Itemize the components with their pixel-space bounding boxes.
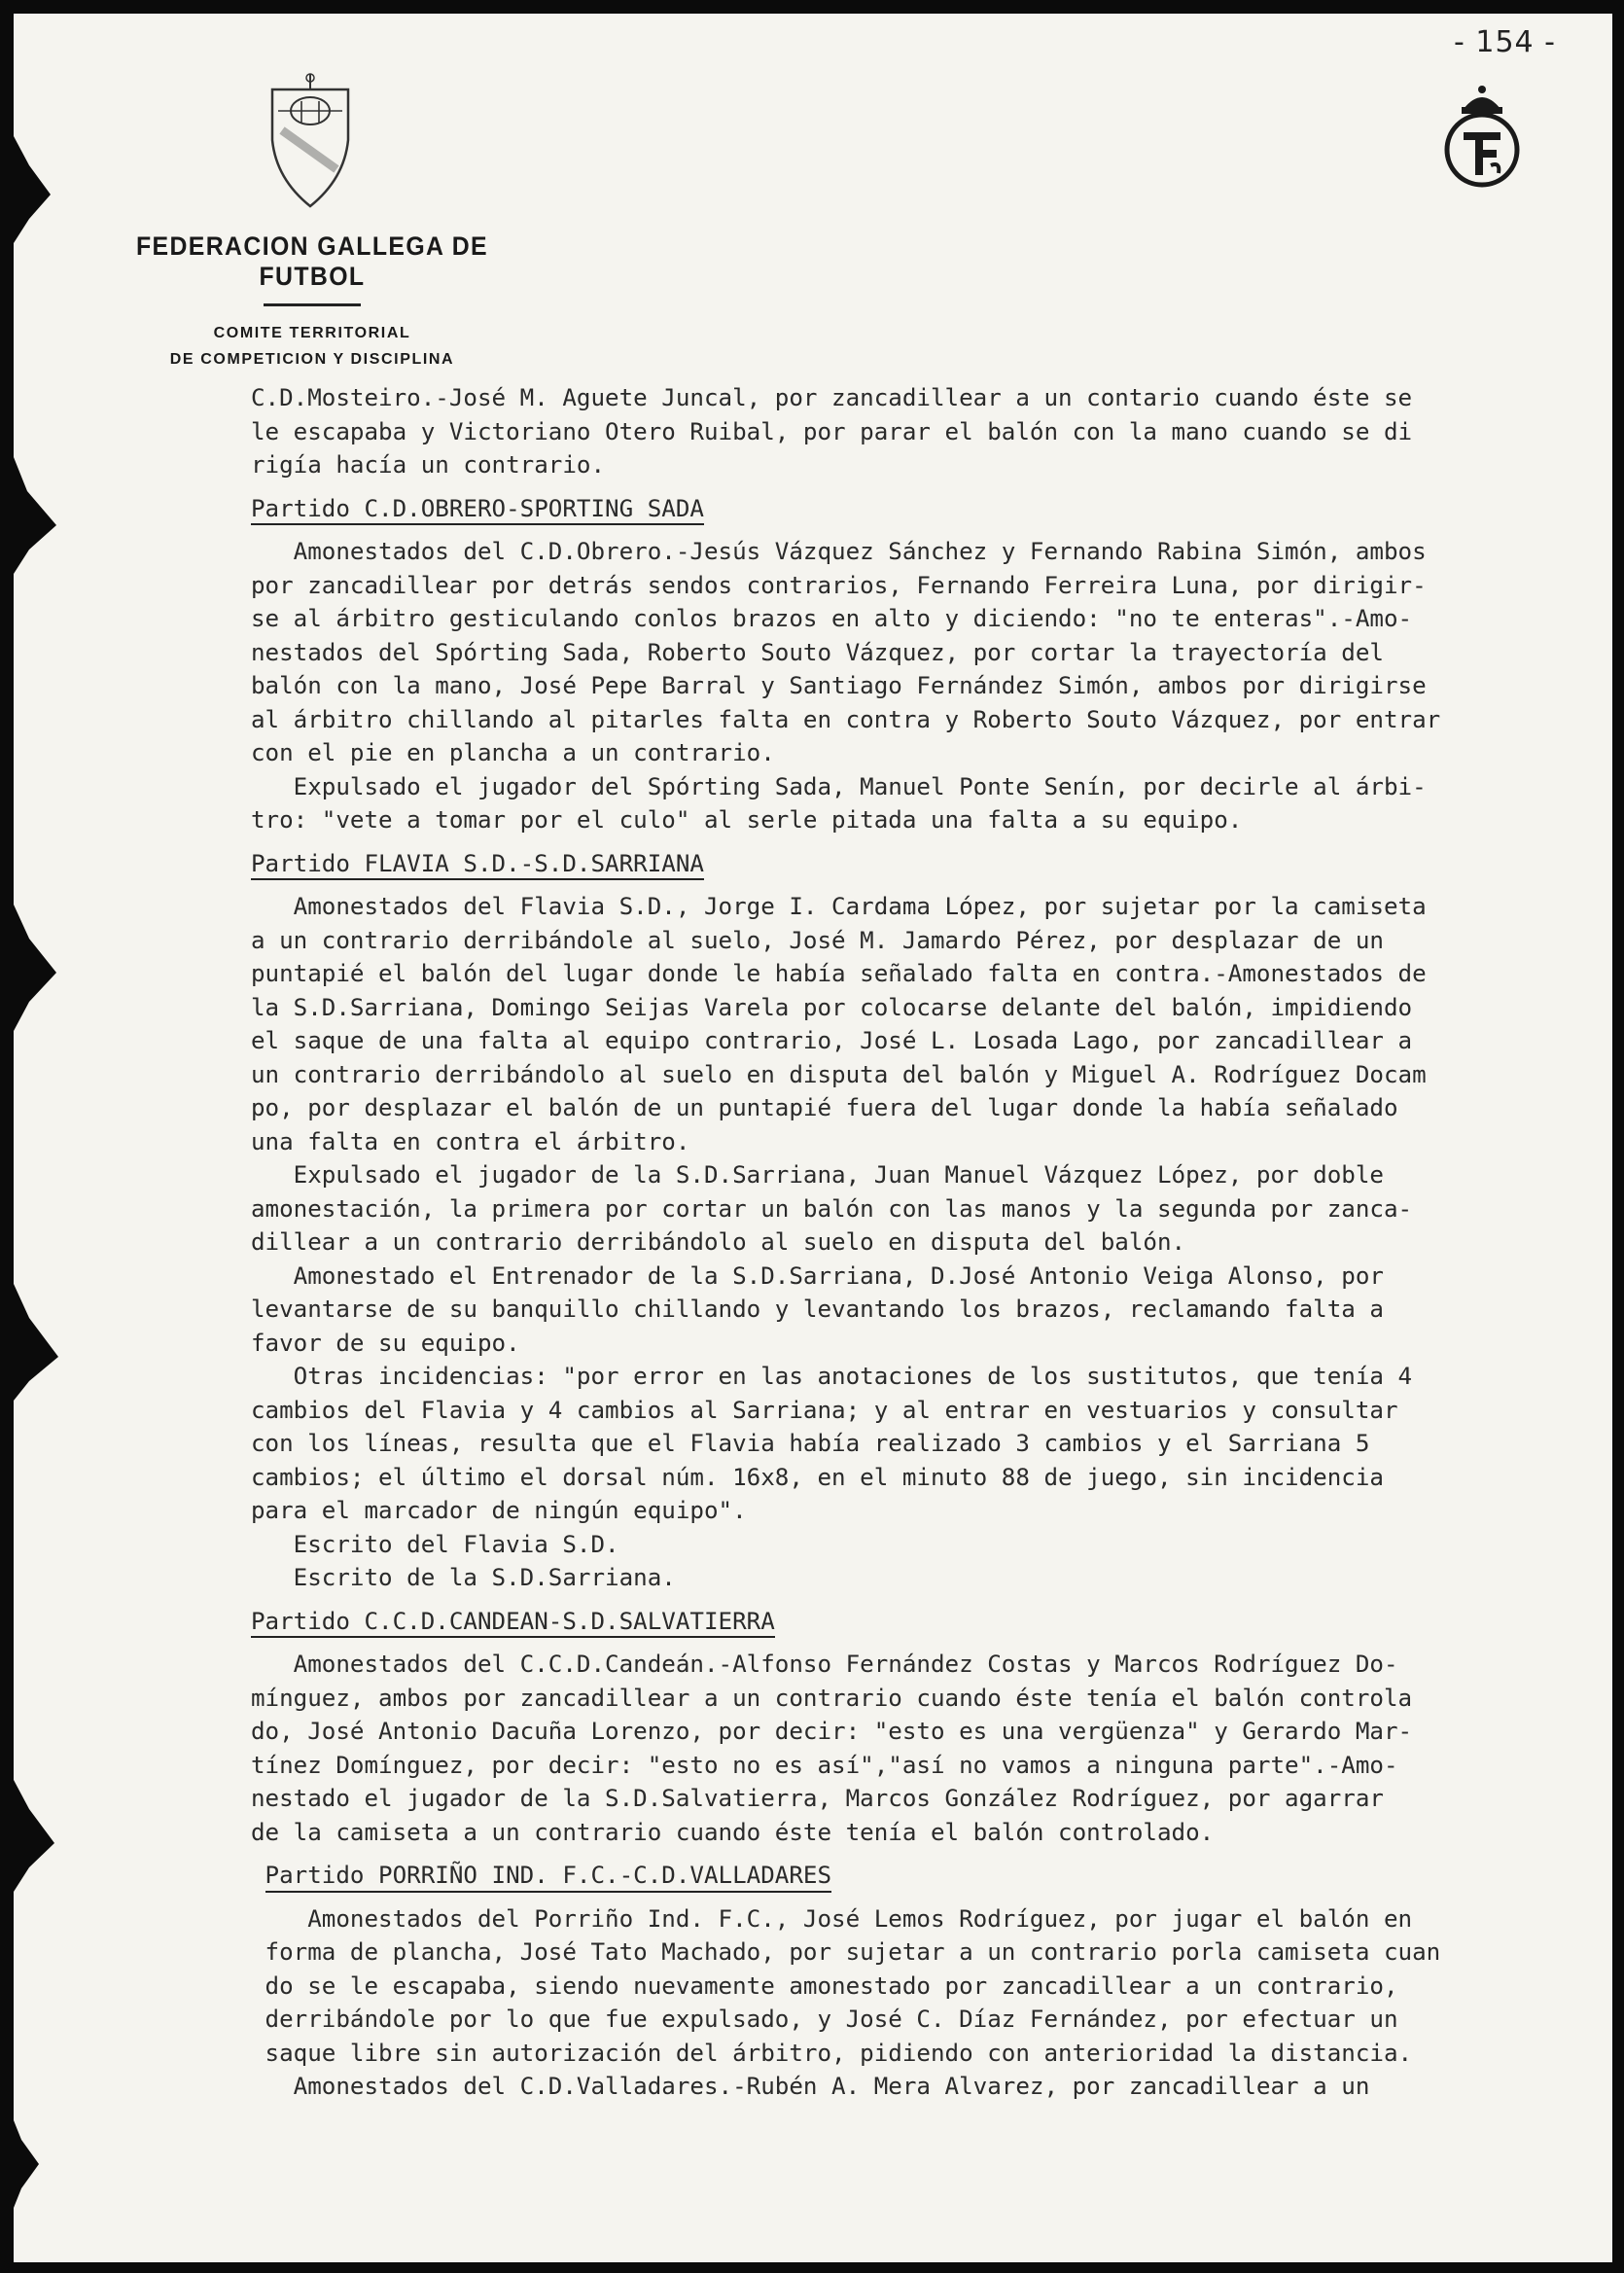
text-line: nestados del Spórting Sada, Roberto Souto Vázquez, por cortar la trayectoría del [251,638,1384,666]
text-line: cambios del Flavia y 4 cambios al Sarriana; y al entrar en vestuarios y consultar [251,1396,1398,1424]
text-line: de la camiseta a un contrario cuando éste tenía el balón controlado. [251,1818,1215,1846]
text-line: Amonestados del C.D.Valladares.-Rubén A. Mera Alvarez, por zancadillear a un [251,2073,1370,2100]
text-line: cambios; el último el dorsal núm. 16x8, en el minuto 88 de juego, sin incidencia [251,1463,1384,1491]
text-line: con el pie en plancha a un contrario. [251,739,775,766]
text-line: Amonestados del Flavia S.D., Jorge I. Cardama López, por sujetar por la camiseta [251,893,1427,920]
text-line: Amonestados del Porriño Ind. F.C., José Lemos Rodríguez, por jugar el balón en [251,1904,1413,1933]
text-line: forma de plancha, José Tato Machado, por sujetar a un contrario porla camiseta cuan [251,1938,1441,1966]
text-line: Escrito del Flavia S.D. [251,1530,619,1558]
shield-crest-icon [268,72,352,210]
text-line: el saque de una falta al equipo contrario, José L. Losada Lago, por zancadillear a [251,1027,1413,1054]
text-line: saque libre sin autorización del árbitro, pidiendo con anterioridad la distancia. [251,2039,1413,2067]
text-line: tro: "vete a tomar por el culo" al serle pitada una falta a su equipo. [251,806,1243,834]
text-line: C.D.Mosteiro.-José M. Aguete Juncal, por zancadillear a un contario cuando éste se [251,384,1413,411]
text-line: por zancadillear por detrás sendos contrarios, Fernando Ferreira Luna, por dirigir- [251,571,1427,599]
text-line: al árbitro chillando al pitarles falta en contra y Roberto Souto Vázquez, por entrar [251,705,1441,733]
match-heading: Partido FLAVIA S.D.-S.D.SARRIANA [251,849,704,877]
text-line: Amonestados del C.D.Obrero.-Jesús Vázquez Sánchez y Fernando Rabina Simón, ambos [251,538,1427,565]
organization-name: FEDERACION GALLEGA DE FUTBOL [135,231,489,291]
match-heading: Partido C.D.OBRERO-SPORTING SADA [251,494,704,522]
text-line: tínez Domínguez, por decir: "esto no es así","así no vamos a ninguna parte".-Amo- [251,1751,1398,1779]
text-line: Expulsado el jugador de la S.D.Sarriana, Juan Manuel Vázquez López, por doble [251,1161,1384,1189]
organization-header [103,231,521,373]
text-line: levantarse de su banquillo chillando y levantando los brazos, reclamando falta a [251,1296,1384,1323]
text-line: do, José Antonio Dacuña Lorenzo, por decir: "esto es una vergüenza" y Gerardo Mar- [251,1718,1413,1745]
match-heading: Partido PORRIÑO IND. F.C.-C.D.VALLADARES [251,1862,832,1889]
committee-line-2: DE COMPETICION Y DISCIPLINA [169,351,455,368]
text-line: mínguez, ambos por zancadillear a un contrario cuando éste tenía el balón controla [251,1684,1413,1712]
text-line: po, por desplazar el balón de un puntapié fuera del lugar donde la había señalado [251,1094,1398,1121]
text-line: nestado el jugador de la S.D.Salvatierra, Marcos González Rodríguez, por agarrar [251,1785,1384,1812]
text-line: con los líneas, resulta que el Flavia había realizado 3 cambios y el Sarriana 5 [251,1430,1370,1457]
text-line: a un contrario derribándole al suelo, José M. Jamardo Pérez, por desplazar de un [251,926,1384,954]
text-line: favor de su equipo. [251,1329,520,1357]
page-number: - 154 - [1454,25,1556,59]
header-divider [264,303,361,306]
text-line: do se le escapaba, siendo nuevamente amonestado por zancadillear a un contrario, [251,1971,1398,2000]
text-line: Amonestados del C.C.D.Candeán.-Alfonso Fernández Costas y Marcos Rodríguez Do- [251,1651,1398,1678]
text-line: puntapié el balón del lugar donde le había señalado falta en contra.-Amonestados de [251,960,1427,987]
text-line: una falta en contra el árbitro. [251,1127,690,1155]
text-line: se al árbitro gesticulando conlos brazos en alto y diciendo: "no te enteras".-Amo- [251,605,1413,632]
match-heading: Partido C.C.D.CANDEAN-S.D.SALVATIERRA [251,1607,775,1635]
committee-line-1: COMITE TERRITORIAL [213,325,411,341]
text-line: Expulsado el jugador del Spórting Sada, Manuel Ponte Senín, por decirle al árbi- [251,772,1427,800]
text-line: le escapaba y Victoriano Otero Ruibal, por parar el balón con la mano cuando se di [251,417,1413,445]
text-line: un contrario derribándolo al suelo en disputa del balón y Miguel A. Rodríguez Docam [251,1060,1427,1088]
text-line: para el marcador de ningún equipo". [251,1497,747,1524]
text-line: la S.D.Sarriana, Domingo Seijas Varela por colocarse delante del balón, impidiendo [251,993,1413,1021]
text-line: Otras incidencias: "por error en las anotaciones de los sustitutos, que tenía 4 [251,1363,1413,1390]
crowned-emblem-icon [1442,82,1522,191]
text-line: Amonestado el Entrenador de la S.D.Sarriana, D.José Antonio Veiga Alonso, por [251,1261,1384,1290]
text-line: dillear a un contrario derribándolo al suelo en disputa del balón. [251,1228,1186,1256]
text-line: derribándole por lo que fue expulsado, y José C. Díaz Fernández, por efectuar un [251,2006,1398,2033]
document-body [251,381,1612,2104]
text-line: rigía hacía un contrario. [251,451,606,479]
text-line: Escrito de la S.D.Sarriana. [251,1564,676,1591]
text-line: amonestación, la primera por cortar un balón con las manos y la segunda por zanca- [251,1194,1413,1223]
text-line: balón con la mano, José Pepe Barral y Santiago Fernández Simón, ambos por dirigirse [251,672,1427,699]
